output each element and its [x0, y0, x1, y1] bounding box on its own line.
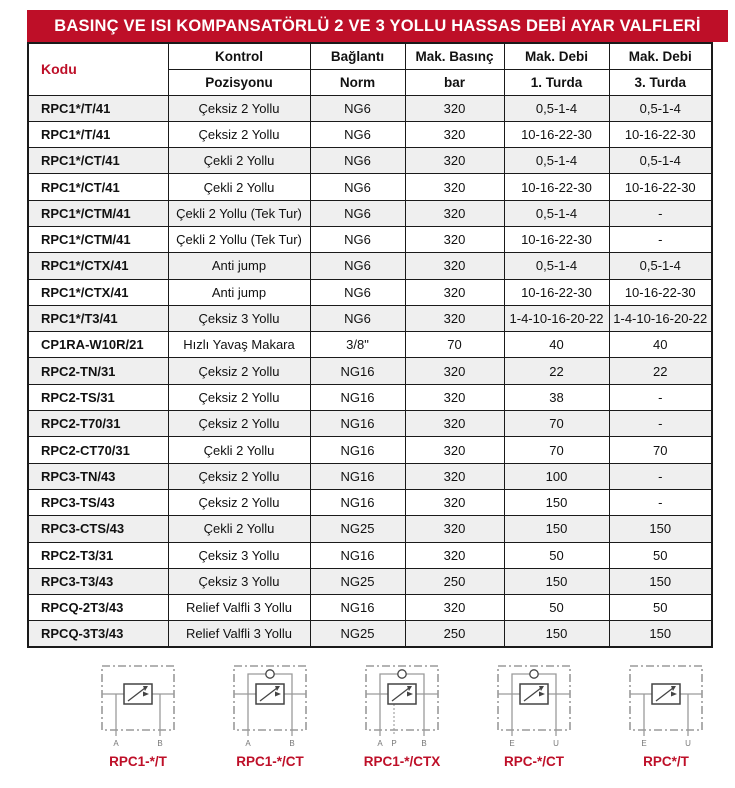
value-cell: 320 [405, 200, 504, 226]
hydraulic-symbol-icon [226, 660, 314, 750]
code-cell: RPC2-CT70/31 [28, 437, 168, 463]
value-cell: 320 [405, 516, 504, 542]
code-cell: RPC1*/T/41 [28, 95, 168, 121]
col-header-mak-debi-1: Mak. Debi [504, 43, 609, 69]
value-cell: 320 [405, 148, 504, 174]
table-row [28, 174, 712, 200]
hydraulic-symbol-icon [622, 660, 710, 750]
value-cell: Çeksiz 2 Yollu [168, 95, 310, 121]
value-cell: 22 [609, 358, 712, 384]
code-cell: RPC2-TS/31 [28, 384, 168, 410]
table-row [28, 148, 712, 174]
value-cell: 10-16-22-30 [504, 174, 609, 200]
value-cell: NG16 [310, 384, 405, 410]
svg-text:U: U [685, 739, 691, 748]
value-cell: - [609, 489, 712, 515]
value-cell: 320 [405, 174, 504, 200]
value-cell: 320 [405, 463, 504, 489]
table-row [28, 516, 712, 542]
valve-diagram-rpc-t [600, 660, 732, 769]
value-cell: NG6 [310, 253, 405, 279]
value-cell: 320 [405, 305, 504, 331]
value-cell: NG6 [310, 148, 405, 174]
code-cell: RPC3-TN/43 [28, 463, 168, 489]
value-cell: 10-16-22-30 [609, 121, 712, 147]
table-row [28, 489, 712, 515]
code-cell: RPC2-T70/31 [28, 411, 168, 437]
value-cell: 0,5-1-4 [504, 200, 609, 226]
value-cell: 320 [405, 595, 504, 621]
value-cell: NG6 [310, 95, 405, 121]
valve-symbol-diagrams [72, 660, 735, 769]
value-cell: - [609, 226, 712, 252]
value-cell: 320 [405, 437, 504, 463]
value-cell: Çeksiz 2 Yollu [168, 411, 310, 437]
svg-text:B: B [289, 739, 295, 748]
diagram-caption: RPC1-*/T [109, 754, 167, 769]
code-cell: RPC2-T3/31 [28, 542, 168, 568]
value-cell: NG16 [310, 358, 405, 384]
code-cell: RPC1*/CTM/41 [28, 200, 168, 226]
table-row [28, 305, 712, 331]
table-row [28, 253, 712, 279]
table-row [28, 200, 712, 226]
value-cell: - [609, 384, 712, 410]
code-cell: RPCQ-2T3/43 [28, 595, 168, 621]
diagram-caption: RPC1-*/CTX [363, 754, 441, 769]
col-header-baglanti: Bağlantı [310, 43, 405, 69]
table-row [28, 332, 712, 358]
value-cell: 150 [504, 568, 609, 594]
value-cell: NG6 [310, 305, 405, 331]
value-cell: Çeksiz 2 Yollu [168, 489, 310, 515]
value-cell: Çeksiz 2 Yollu [168, 463, 310, 489]
value-cell: Çeksiz 2 Yollu [168, 384, 310, 410]
diagram-caption: RPC*/T [643, 754, 689, 769]
table-row [28, 358, 712, 384]
value-cell: 1-4-10-16-20-22 [504, 305, 609, 331]
code-cell: RPC3-CTS/43 [28, 516, 168, 542]
value-cell: 1-4-10-16-20-22 [609, 305, 712, 331]
table-row [28, 279, 712, 305]
svg-text:U: U [553, 739, 559, 748]
value-cell: Anti jump [168, 279, 310, 305]
valve-diagram-rpc1-t [72, 660, 204, 769]
value-cell: NG16 [310, 595, 405, 621]
value-cell: Çekli 2 Yollu (Tek Tur) [168, 226, 310, 252]
table-row [28, 121, 712, 147]
value-cell: NG16 [310, 542, 405, 568]
value-cell: 320 [405, 489, 504, 515]
value-cell: 150 [504, 516, 609, 542]
title-banner [27, 10, 728, 42]
col-header-mak-debi-3: Mak. Debi [609, 43, 712, 69]
value-cell: 0,5-1-4 [504, 253, 609, 279]
col-header-kontrol: Kontrol [168, 43, 310, 69]
value-cell: Çeksiz 3 Yollu [168, 568, 310, 594]
value-cell: 100 [504, 463, 609, 489]
value-cell: - [609, 411, 712, 437]
value-cell: 320 [405, 358, 504, 384]
svg-text:E: E [641, 739, 647, 748]
value-cell: 50 [504, 595, 609, 621]
diagram-caption: RPC-*/CT [504, 754, 564, 769]
value-cell: 0,5-1-4 [609, 148, 712, 174]
value-cell: NG16 [310, 489, 405, 515]
value-cell: 70 [504, 411, 609, 437]
table-row [28, 411, 712, 437]
svg-text:B: B [421, 739, 427, 748]
valve-diagram-rpc1-ctx [336, 660, 468, 769]
valve-diagram-rpc-ct [468, 660, 600, 769]
value-cell: 70 [405, 332, 504, 358]
code-cell: CP1RA-W10R/21 [28, 332, 168, 358]
code-cell: RPC1*/CTM/41 [28, 226, 168, 252]
value-cell: 22 [504, 358, 609, 384]
value-cell: NG25 [310, 516, 405, 542]
value-cell: NG16 [310, 437, 405, 463]
code-cell: RPC2-TN/31 [28, 358, 168, 384]
svg-text:A: A [245, 739, 251, 748]
value-cell: 0,5-1-4 [609, 95, 712, 121]
table-row [28, 542, 712, 568]
value-cell: 320 [405, 226, 504, 252]
value-cell: NG6 [310, 174, 405, 200]
svg-text:E: E [509, 739, 515, 748]
code-cell: RPC1*/CT/41 [28, 174, 168, 200]
value-cell: Hızlı Yavaş Makara [168, 332, 310, 358]
value-cell: 10-16-22-30 [504, 279, 609, 305]
table-row [28, 463, 712, 489]
hydraulic-symbol-icon [358, 660, 446, 750]
page-title: BASINÇ VE ISI KOMPANSATÖRLÜ 2 VE 3 YOLLU HASSAS DEBİ AYAR VALFLERİ [54, 16, 701, 35]
valve-diagram-rpc1-ct [204, 660, 336, 769]
col-header-1-turda: 1. Turda [504, 69, 609, 95]
col-header-mak-basinc: Mak. Basınç [405, 43, 504, 69]
svg-text:P: P [391, 739, 397, 748]
value-cell: 250 [405, 621, 504, 647]
table-row [28, 384, 712, 410]
value-cell: Çekli 2 Yollu [168, 437, 310, 463]
table-row [28, 95, 712, 121]
code-cell: RPC3-TS/43 [28, 489, 168, 515]
value-cell: NG6 [310, 121, 405, 147]
value-cell: Çekli 2 Yollu [168, 516, 310, 542]
code-cell: RPCQ-3T3/43 [28, 621, 168, 647]
value-cell: Anti jump [168, 253, 310, 279]
col-header-pozisyonu: Pozisyonu [168, 69, 310, 95]
value-cell: 38 [504, 384, 609, 410]
table-header [28, 43, 712, 95]
code-cell: RPC1*/T/41 [28, 121, 168, 147]
value-cell: - [609, 463, 712, 489]
value-cell: 150 [609, 621, 712, 647]
col-header-kodu: Kodu [28, 43, 168, 95]
value-cell: Relief Valfli 3 Yollu [168, 595, 310, 621]
value-cell: 50 [504, 542, 609, 568]
table-row [28, 437, 712, 463]
code-cell: RPC1*/CTX/41 [28, 279, 168, 305]
value-cell: 320 [405, 95, 504, 121]
code-cell: RPC1*/CTX/41 [28, 253, 168, 279]
table-body [28, 95, 712, 647]
value-cell: 250 [405, 568, 504, 594]
col-header-norm: Norm [310, 69, 405, 95]
value-cell: 70 [609, 437, 712, 463]
value-cell: Çeksiz 3 Yollu [168, 542, 310, 568]
value-cell: 3/8" [310, 332, 405, 358]
value-cell: NG6 [310, 279, 405, 305]
value-cell: 10-16-22-30 [609, 279, 712, 305]
value-cell: 320 [405, 279, 504, 305]
value-cell: NG25 [310, 621, 405, 647]
value-cell: 320 [405, 253, 504, 279]
table-row [28, 226, 712, 252]
svg-text:A: A [377, 739, 383, 748]
value-cell: NG25 [310, 568, 405, 594]
value-cell: Çeksiz 2 Yollu [168, 121, 310, 147]
diagram-caption: RPC1-*/CT [236, 754, 304, 769]
value-cell: 320 [405, 384, 504, 410]
svg-text:B: B [157, 739, 163, 748]
value-cell: 150 [609, 516, 712, 542]
value-cell: 40 [504, 332, 609, 358]
value-cell: 150 [504, 489, 609, 515]
value-cell: 40 [609, 332, 712, 358]
hydraulic-symbol-icon [94, 660, 182, 750]
code-cell: RPC3-T3/43 [28, 568, 168, 594]
value-cell: 10-16-22-30 [609, 174, 712, 200]
value-cell: 320 [405, 542, 504, 568]
value-cell: Çekli 2 Yollu [168, 148, 310, 174]
value-cell: 0,5-1-4 [609, 253, 712, 279]
col-header-bar: bar [405, 69, 504, 95]
value-cell: 50 [609, 595, 712, 621]
col-header-3-turda: 3. Turda [609, 69, 712, 95]
value-cell: 70 [504, 437, 609, 463]
value-cell: - [609, 200, 712, 226]
hydraulic-symbol-icon [490, 660, 578, 750]
value-cell: NG6 [310, 200, 405, 226]
value-cell: 0,5-1-4 [504, 148, 609, 174]
value-cell: Çekli 2 Yollu [168, 174, 310, 200]
value-cell: Çeksiz 2 Yollu [168, 358, 310, 384]
value-cell: Çeksiz 3 Yollu [168, 305, 310, 331]
table-row [28, 568, 712, 594]
value-cell: 320 [405, 411, 504, 437]
value-cell: 50 [609, 542, 712, 568]
value-cell: NG16 [310, 463, 405, 489]
table-row [28, 621, 712, 647]
valve-spec-table [27, 42, 713, 648]
value-cell: 10-16-22-30 [504, 226, 609, 252]
value-cell: NG6 [310, 226, 405, 252]
value-cell: Çekli 2 Yollu (Tek Tur) [168, 200, 310, 226]
value-cell: 150 [609, 568, 712, 594]
value-cell: 320 [405, 121, 504, 147]
svg-text:A: A [113, 739, 119, 748]
value-cell: 150 [504, 621, 609, 647]
code-cell: RPC1*/CT/41 [28, 148, 168, 174]
code-cell: RPC1*/T3/41 [28, 305, 168, 331]
value-cell: NG16 [310, 411, 405, 437]
value-cell: Relief Valfli 3 Yollu [168, 621, 310, 647]
value-cell: 10-16-22-30 [504, 121, 609, 147]
value-cell: 0,5-1-4 [504, 95, 609, 121]
table-row [28, 595, 712, 621]
